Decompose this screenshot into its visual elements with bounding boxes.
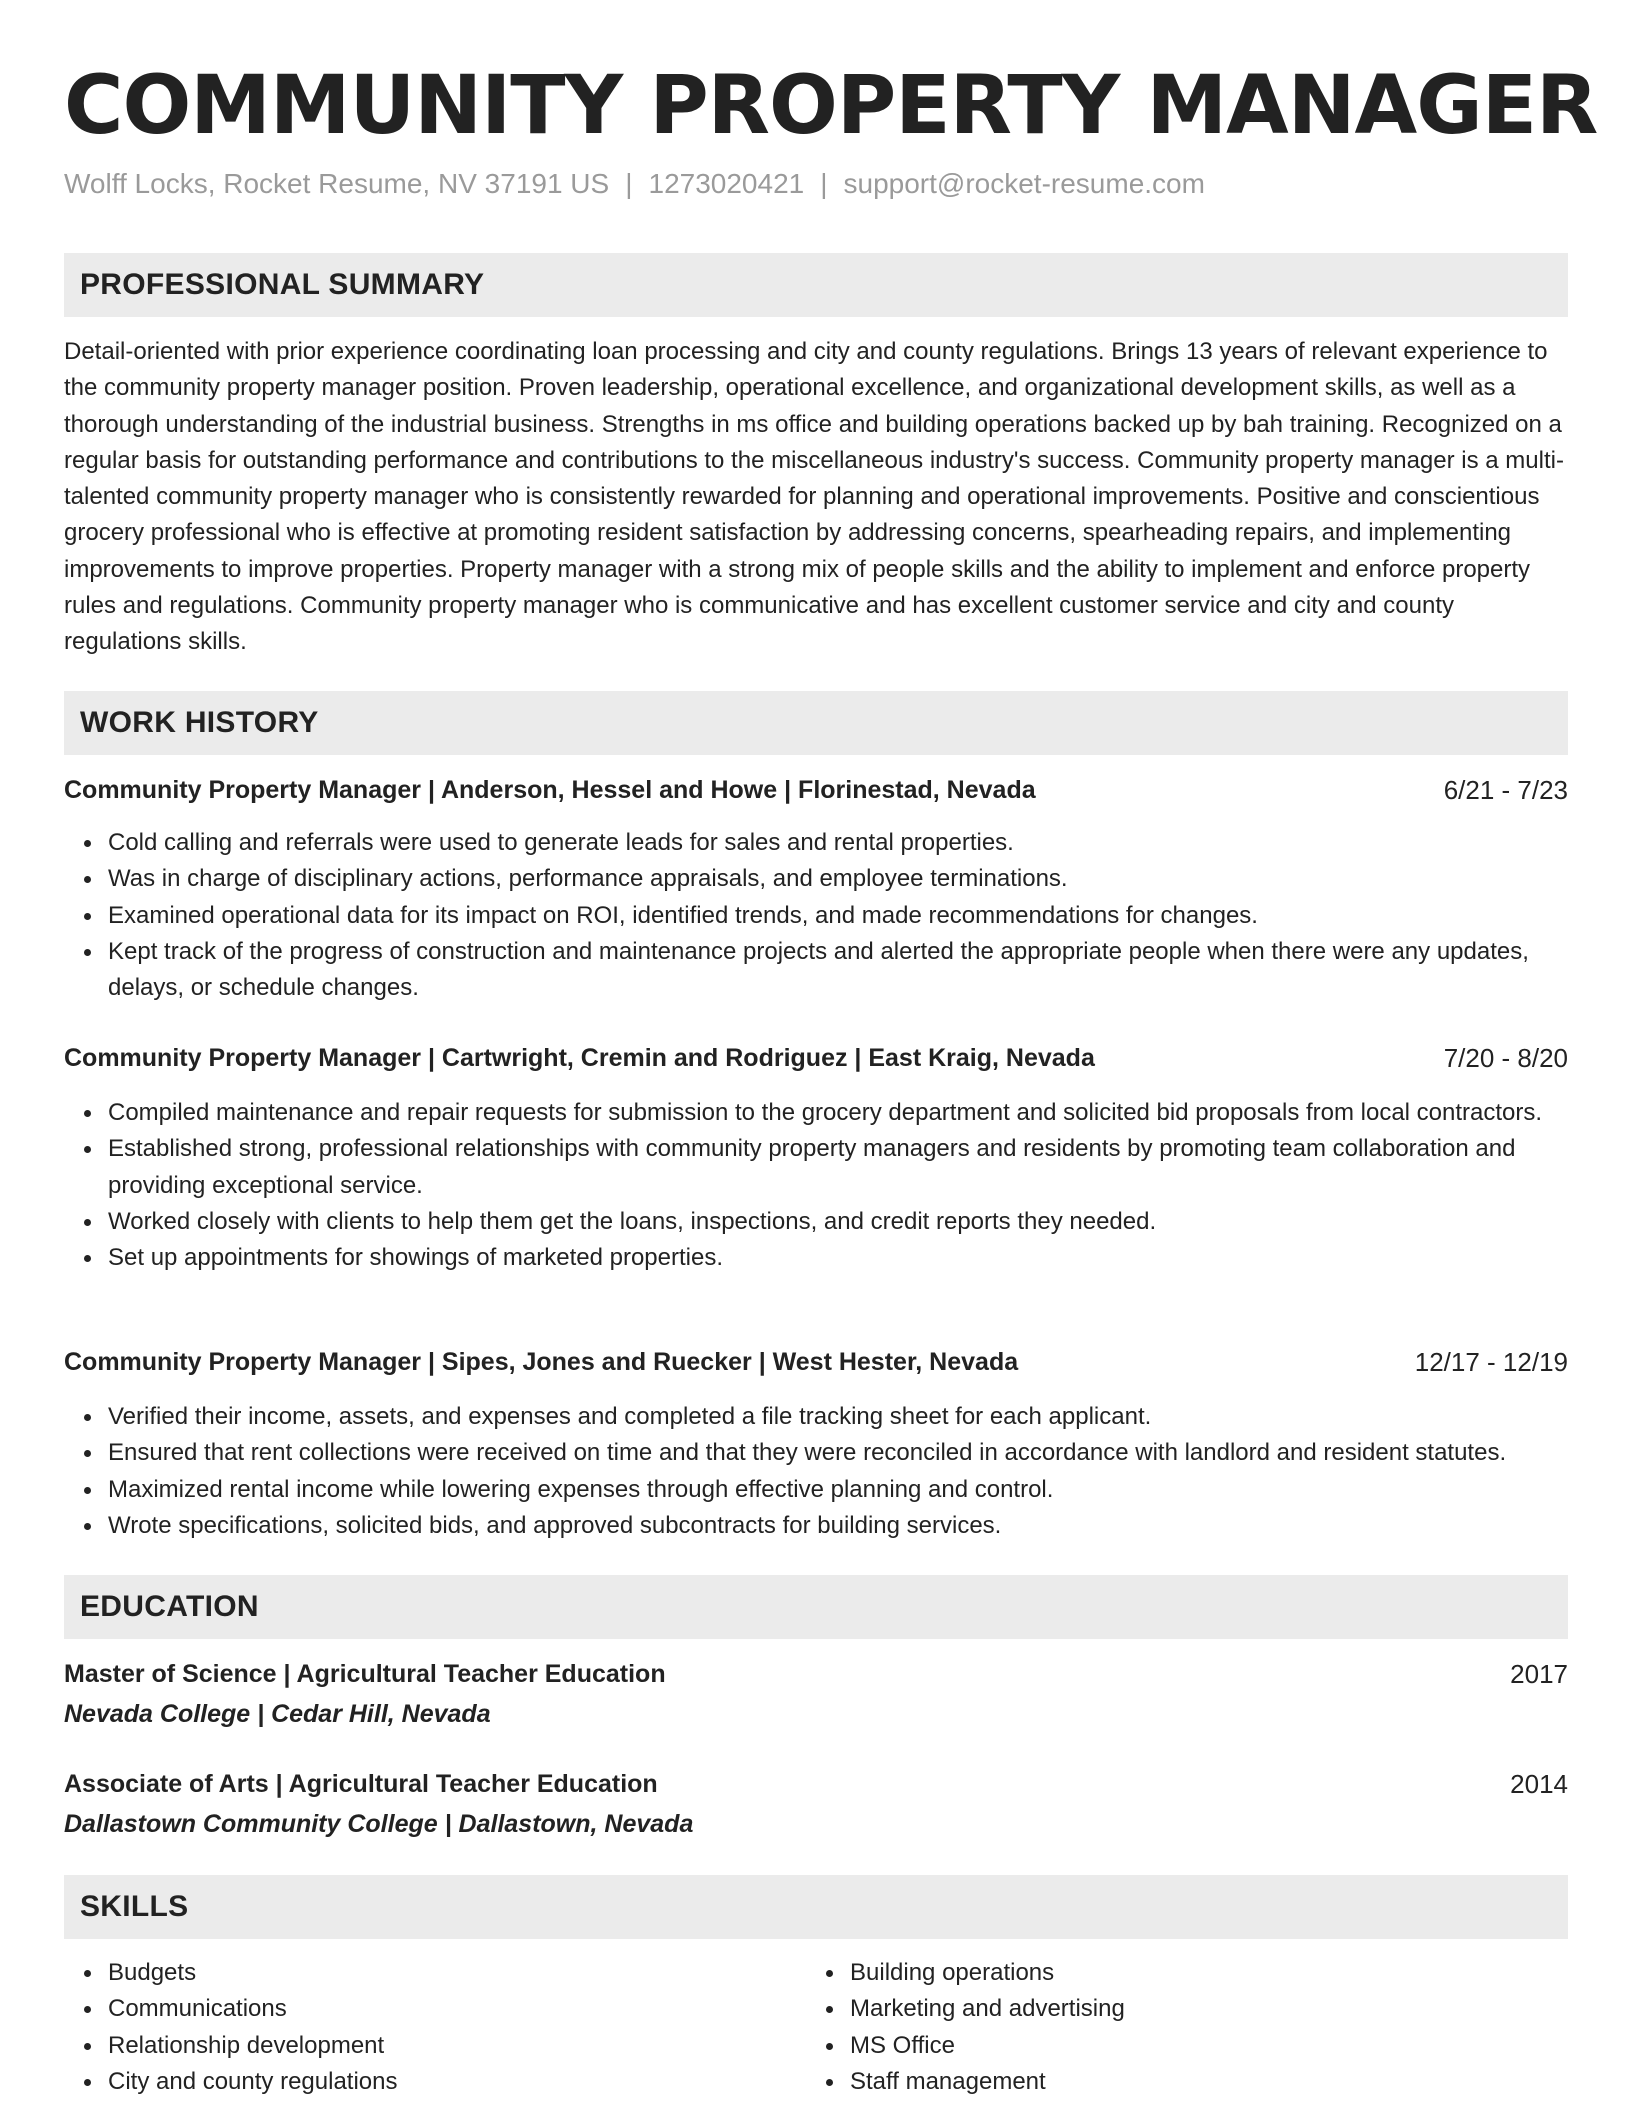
degree-title: Associate of Arts | Agricultural Teacher Education [64,1769,658,1798]
contact-separator: | [820,168,828,199]
summary-section-header [64,253,1568,317]
contact-address: Wolff Locks, Rocket Resume, NV 37191 US [64,168,610,199]
job-bullets [64,1399,1568,1544]
list-item: Compiled maintenance and repair requests for submission to the grocery department and solicited bid proposals from local contractors. [108,1095,1568,1131]
job-dates: 6/21 - 7/23 [1443,774,1568,805]
list-item: Ensured that rent collections were received on time and that they were reconciled in accordance with landlord and resident statutes. [108,1435,1568,1471]
list-item: Marketing and advertising [850,1991,1632,2027]
skills-section-header [64,1875,1568,1939]
contact-separator: | [625,168,633,199]
skills-list-right [806,1955,1632,2100]
contact-email: support@rocket-resume.com [843,168,1205,199]
list-item: Communications [108,1991,1568,2027]
job-dates: 7/20 - 8/20 [1443,1042,1568,1073]
list-item: City and county regulations [108,2064,1568,2100]
section-title: SKILLS [80,1890,189,1923]
degree-title: Master of Science | Agricultural Teacher Education [64,1659,666,1688]
education-heading [64,1656,1568,1692]
list-item: Examined operational data for its impact on ROI, identified trends, and made recommendations for changes. [108,898,1568,934]
list-item: Set up appointments for showings of marketed properties. [108,1240,1568,1276]
list-item: Wrote specifications, solicited bids, and approved subcontracts for building services. [108,1508,1568,1544]
job-heading [64,772,1568,808]
section-title: PROFESSIONAL SUMMARY [80,268,485,301]
job-bullets [64,825,1568,1006]
contact-line [64,166,1205,202]
work-history-section-header [64,691,1568,755]
resume-name: COMMUNITY PROPERTY MANAGER [64,59,1598,153]
job-title: Community Property Manager | Anderson, Hessel and Howe | Florinestad, Nevada [64,775,1036,804]
summary-text: Detail-oriented with prior experience coordinating loan processing and city and county regulations. Brings 13 years of relevant experience to the community property manager position. Proven leadership, operational excellence, and organizational development skills, as well as a thorough understanding of the industrial business. Strengths in ms office and building operations backed up by bah training. Recognized on a regular basis for outstanding performance and contributions to the miscellaneous industry's success. Community property manager is a multi-talented community property manager who is consistently rewarded for planning and operational improvements. Positive and conscientious grocery professional who is effective at promoting resident satisfaction by addressing concerns, spearheading repairs, and implementing improvements to improve properties. Property manager with a strong mix of people skills and the ability to implement and enforce property rules and regulations. Community property manager who is communicative and has excellent customer service and city and county regulations skills. [64,338,1564,656]
list-item: Kept track of the progress of construction and maintenance projects and alerted the appropriate people when there were any updates, delays, or schedule changes. [108,934,1568,1007]
list-item: Worked closely with clients to help them get the loans, inspections, and credit reports they needed. [108,1204,1568,1240]
job-dates: 12/17 - 12/19 [1414,1346,1568,1377]
contact-phone: 1273020421 [648,168,805,199]
list-item: Verified their income, assets, and expenses and completed a file tracking sheet for each applicant. [108,1399,1568,1435]
job-heading [64,1344,1568,1380]
school-name: Nevada College | Cedar Hill, Nevada [64,1700,491,1728]
list-item: Budgets [108,1955,1568,1991]
list-item: Staff management [850,2064,1632,2100]
graduation-year: 2014 [1510,1768,1568,1799]
list-item: MS Office [850,2028,1632,2064]
job-title: Community Property Manager | Cartwright, Cremin and Rodriguez | East Kraig, Nevada [64,1043,1095,1072]
list-item: Relationship development [108,2028,1568,2064]
list-item: Established strong, professional relationships with community property managers and residents by promoting team collaboration and providing exceptional service. [108,1131,1568,1204]
section-title: WORK HISTORY [80,706,319,739]
list-item: Was in charge of disciplinary actions, performance appraisals, and employee terminations. [108,861,1568,897]
section-title: EDUCATION [80,1590,259,1623]
education-heading [64,1766,1568,1802]
job-heading [64,1040,1568,1076]
graduation-year: 2017 [1510,1658,1568,1689]
list-item: Building operations [850,1955,1632,1991]
job-title: Community Property Manager | Sipes, Jones and Ruecker | West Hester, Nevada [64,1347,1019,1376]
education-section-header [64,1575,1568,1639]
list-item: Cold calling and referrals were used to generate leads for sales and rental properties. [108,825,1568,861]
job-bullets [64,1095,1568,1276]
school-name: Dallastown Community College | Dallastown, Nevada [64,1810,694,1838]
list-item: Maximized rental income while lowering expenses through effective planning and control. [108,1472,1568,1508]
